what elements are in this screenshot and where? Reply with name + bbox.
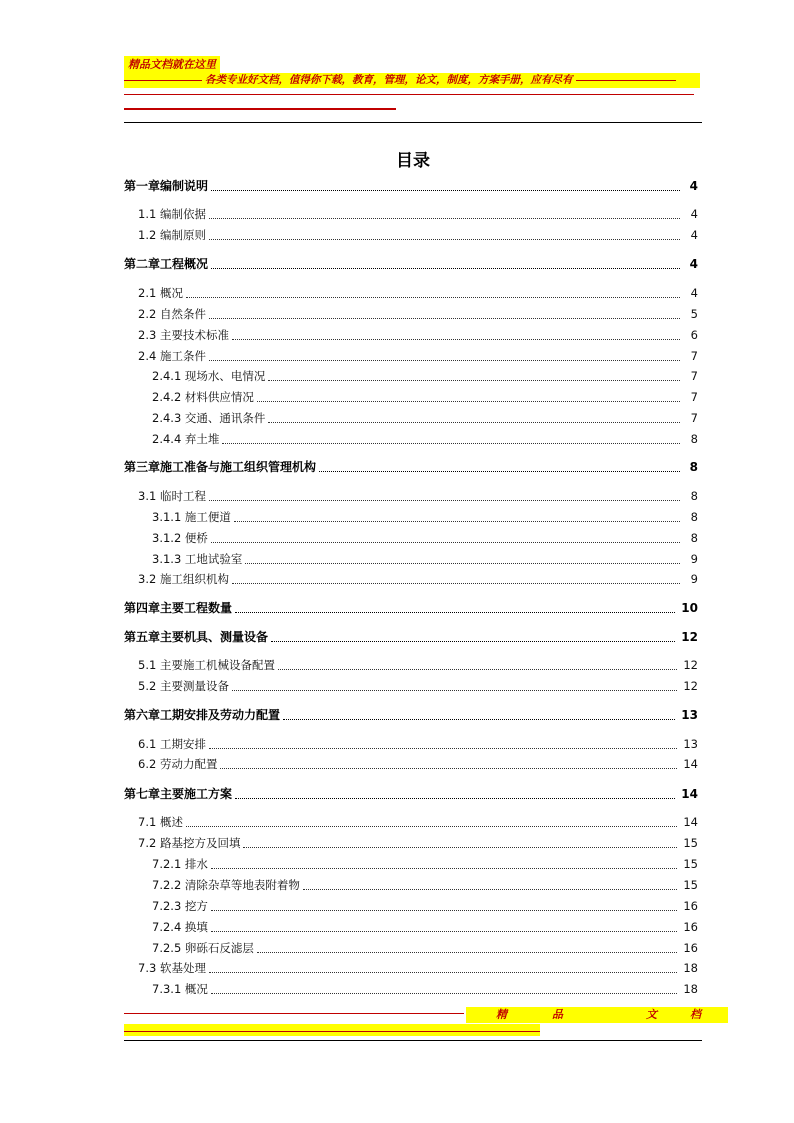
toc-leader-dots [257, 400, 680, 402]
toc-leader-dots [235, 611, 675, 613]
toc-entry[interactable] [124, 305, 698, 323]
toc-entry-page: 8 [689, 460, 698, 474]
toc-entry-page: 16 [683, 941, 698, 955]
toc-entry-page: 9 [690, 552, 698, 566]
header-slogan-band [124, 73, 700, 88]
toc-leader-dots [243, 846, 677, 848]
toc-leader-dots [257, 951, 677, 953]
footer-band [466, 1007, 728, 1023]
toc-entry[interactable] [124, 706, 698, 724]
toc-leader-dots [209, 747, 677, 749]
toc-entry[interactable] [124, 755, 698, 773]
footer-band-lower [124, 1024, 540, 1036]
toc-entry[interactable] [124, 918, 698, 936]
footer-char-1: 精 [496, 1008, 507, 1021]
toc-entry[interactable] [124, 980, 698, 998]
toc-entry[interactable] [124, 876, 698, 894]
toc-leader-dots [211, 867, 677, 869]
header-brand: 精品文档就在这里 [124, 56, 220, 73]
toc-entry[interactable] [124, 959, 698, 977]
toc-entry-page: 15 [683, 857, 698, 871]
toc-leader-dots [209, 359, 680, 361]
toc-entry-label: 第一章编制说明 [124, 179, 209, 193]
toc-entry-page: 15 [683, 836, 698, 850]
toc-entry-label: 第二章工程概况 [124, 257, 209, 271]
toc-entry[interactable] [124, 409, 698, 427]
toc-leader-dots [303, 888, 677, 890]
toc-entry[interactable] [124, 205, 698, 223]
toc-entry-label: 1.1 编制依据 [138, 207, 206, 221]
toc-entry-label: 3.1 临时工程 [138, 489, 206, 503]
toc-entry-page: 8 [690, 531, 698, 545]
toc-entry-label: 6.2 劳动力配置 [138, 757, 218, 771]
toc-leader-dots [211, 541, 680, 543]
toc-leader-dots [232, 689, 677, 691]
toc-entry-page: 4 [690, 228, 698, 242]
toc-entry-label: 2.1 概况 [138, 286, 183, 300]
toc-entry-page: 4 [690, 286, 698, 300]
toc-entry-page: 4 [689, 179, 698, 193]
header-slogan-line-right [576, 80, 676, 81]
toc-entry[interactable] [124, 508, 698, 526]
toc-leader-dots [220, 767, 677, 769]
toc-entry[interactable] [124, 570, 698, 588]
toc-entry-label: 3.1.2 便桥 [152, 531, 208, 545]
footer-char-4: 档 [690, 1008, 701, 1021]
toc-entry-page: 14 [683, 757, 698, 771]
toc-leader-dots [271, 640, 675, 642]
toc-entry[interactable] [124, 855, 698, 873]
toc-entry-label: 2.4.3 交通、通讯条件 [152, 411, 266, 425]
footer-char-3: 文 [646, 1008, 657, 1021]
toc-entry-label: 第四章主要工程数量 [124, 601, 233, 615]
toc-entry-label: 2.4.4 弃土堆 [152, 432, 220, 446]
toc-entry[interactable] [124, 656, 698, 674]
toc-entry-page: 16 [683, 920, 698, 934]
header-rule [124, 122, 702, 123]
toc-leader-dots [283, 718, 675, 720]
toc-leader-dots [209, 499, 680, 501]
toc-entry-label: 第六章工期安排及劳动力配置 [124, 708, 281, 722]
toc-leader-dots [222, 442, 680, 444]
toc-entry[interactable] [124, 367, 698, 385]
toc-entry-label: 1.2 编制原则 [138, 228, 206, 242]
footer-rule-red [124, 1013, 464, 1014]
toc-entry-label: 2.4.1 现场水、电情况 [152, 369, 266, 383]
toc-entry-label: 3.1.1 施工便道 [152, 510, 231, 524]
toc-entry-label: 5.2 主要测量设备 [138, 679, 229, 693]
toc-entry-page: 10 [681, 601, 698, 615]
toc-leader-dots [186, 296, 680, 298]
toc-entry[interactable] [124, 458, 698, 476]
toc-entry-page: 8 [690, 489, 698, 503]
toc-entry[interactable] [124, 284, 698, 302]
toc-entry-page: 8 [690, 510, 698, 524]
toc-entry-page: 7 [690, 411, 698, 425]
toc-entry[interactable] [124, 550, 698, 568]
toc-entry[interactable] [124, 529, 698, 547]
toc-leader-dots [209, 317, 680, 319]
toc-entry-page: 16 [683, 899, 698, 913]
toc-entry-page: 15 [683, 878, 698, 892]
toc-leader-dots [211, 930, 677, 932]
toc-leader-dots [209, 971, 677, 973]
toc-entry[interactable] [124, 785, 698, 803]
toc-entry[interactable] [124, 897, 698, 915]
toc-leader-dots [245, 562, 680, 564]
toc-entry-label: 第五章主要机具、测量设备 [124, 630, 269, 644]
toc-entry-page: 6 [690, 328, 698, 342]
toc-entry[interactable] [124, 388, 698, 406]
toc-entry-page: 14 [683, 815, 698, 829]
toc-entry-label: 7.3 软基处理 [138, 961, 206, 975]
toc-leader-dots [232, 338, 680, 340]
toc-entry-label: 7.2.5 卵砾石反滤层 [152, 941, 254, 955]
toc-leader-dots [211, 992, 677, 994]
toc-entry-page: 12 [683, 658, 698, 672]
toc-leader-dots [211, 189, 680, 191]
toc-entry-page: 13 [681, 708, 698, 722]
toc-leader-dots [211, 909, 677, 911]
toc-entry-label: 6.1 工期安排 [138, 737, 206, 751]
toc-entry[interactable] [124, 347, 698, 365]
toc-entry[interactable] [124, 255, 698, 273]
toc-entry[interactable] [124, 177, 698, 195]
toc-entry[interactable] [124, 599, 698, 617]
toc-entry[interactable] [124, 430, 698, 448]
toc-entry-label: 7.2.3 挖方 [152, 899, 208, 913]
toc-leader-dots [319, 470, 680, 472]
toc-entry[interactable] [124, 939, 698, 957]
toc-leader-dots [268, 379, 680, 381]
toc-leader-dots [186, 825, 677, 827]
toc-entry-page: 7 [690, 349, 698, 363]
toc-entry[interactable] [124, 326, 698, 344]
toc-leader-dots [232, 582, 680, 584]
toc-entry-page: 7 [690, 390, 698, 404]
toc-entry-label: 7.3.1 概况 [152, 982, 208, 996]
toc-entry-label: 7.1 概述 [138, 815, 183, 829]
toc-entry-page: 9 [690, 572, 698, 586]
toc-leader-dots [268, 421, 680, 423]
page-title: 目录 [396, 151, 430, 171]
toc-entry-page: 13 [683, 737, 698, 751]
toc-leader-dots [209, 217, 680, 219]
header-rule-red-short [124, 108, 396, 110]
toc-entry[interactable] [124, 813, 698, 831]
footer-rule [124, 1040, 702, 1041]
toc-entry-page: 4 [690, 207, 698, 221]
toc-entry-page: 18 [683, 961, 698, 975]
toc-entry-page: 7 [690, 369, 698, 383]
toc-entry-page: 14 [681, 787, 698, 801]
toc-entry[interactable] [124, 834, 698, 852]
header-slogan: 各类专业好文档，值得你下载，教育，管理，论文，制度，方案手册，应有尽有 [205, 74, 573, 86]
toc-entry[interactable] [124, 677, 698, 695]
toc-leader-dots [209, 238, 680, 240]
toc-entry-label: 7.2 路基挖方及回填 [138, 836, 241, 850]
toc-entry-label: 3.2 施工组织机构 [138, 572, 229, 586]
toc-entry-label: 7.2.1 排水 [152, 857, 208, 871]
toc-entry-label: 3.1.3 工地试验室 [152, 552, 243, 566]
toc-entry-page: 12 [683, 679, 698, 693]
toc-entry-label: 2.2 自然条件 [138, 307, 206, 321]
toc-entry-page: 5 [690, 307, 698, 321]
header-slogan-line-left [124, 80, 202, 81]
toc-entry[interactable] [124, 226, 698, 244]
toc-entry[interactable] [124, 735, 698, 753]
header-rule-red [124, 94, 694, 95]
toc-entry-page: 18 [683, 982, 698, 996]
toc-entry-label: 5.1 主要施工机械设备配置 [138, 658, 275, 672]
toc-entry-label: 2.4.2 材料供应情况 [152, 390, 254, 404]
toc-entry-label: 2.4 施工条件 [138, 349, 206, 363]
toc-entry-page: 4 [689, 257, 698, 271]
toc-entry-label: 7.2.4 换填 [152, 920, 208, 934]
toc-entry-label: 第三章施工准备与施工组织管理机构 [124, 460, 317, 474]
toc-entry-label: 第七章主要施工方案 [124, 787, 233, 801]
toc-leader-dots [278, 668, 677, 670]
footer-char-2: 品 [552, 1008, 563, 1021]
toc-leader-dots [235, 797, 675, 799]
toc-leader-dots [211, 267, 680, 269]
toc-entry-page: 12 [681, 630, 698, 644]
footer-rule-red-lower [124, 1031, 540, 1032]
toc-entry-label: 7.2.2 清除杂草等地表附着物 [152, 878, 300, 892]
toc-leader-dots [234, 520, 680, 522]
toc-entry-page: 8 [690, 432, 698, 446]
toc-entry[interactable] [124, 487, 698, 505]
toc-entry[interactable] [124, 628, 698, 646]
toc-entry-label: 2.3 主要技术标准 [138, 328, 229, 342]
